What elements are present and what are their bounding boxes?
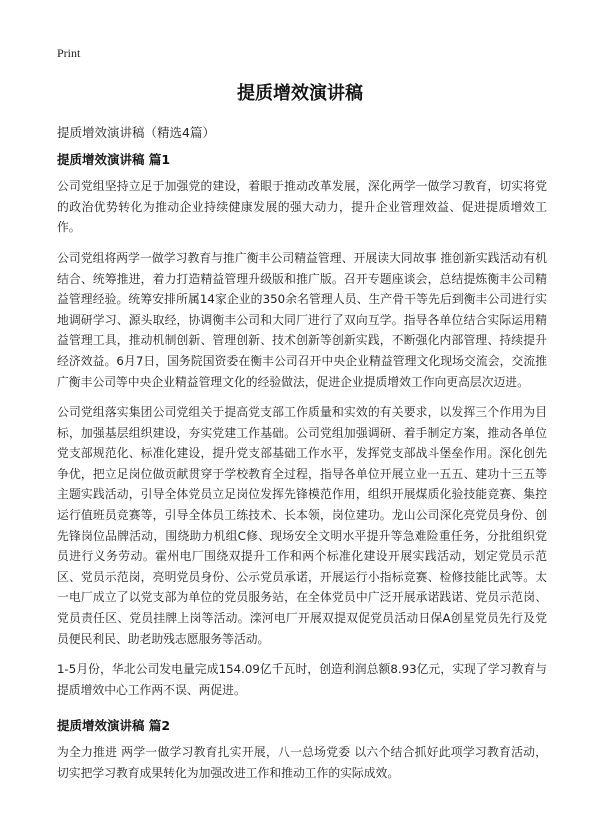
- paragraph-1-2: 公司党组将两学一做学习教育与推广衡丰公司精益管理、开展读大同故事 推创新实践活动有机结合、统筹推进，着力打造精益管理升级版和推广版。召开专题座谈会，总结提炼衡丰公司精益管理经验。统筹安排所属14家企业的350余名管理人员、生产骨干等先后到衡丰公司进行实地调研学习、源头取经，协调衡丰公司和大同厂进行了双向互学。指导各单位结合实际运用精益管理工具，推动机制创新、管理创新、技术创新等创新实践，不断强化内部管理、持续提升经济效益。6月7日，国务院国资委在衡丰公司召开中央企业精益管理文化现场交流会，交流推广衡丰公司等中央企业精益管理文化的经验做法，促进企业提质增效工作向更高层次迈进。: [57, 251, 547, 389]
- section-heading-2: 提质增效演讲稿 篇2: [57, 718, 171, 733]
- paragraph-2-1: 为全力推进 两学一做学习教育扎实开展，八一总场党委 以六个结合抓好此项学习教育活动，切实把学习教育成果转化为加强改进工作和推动工作的实际成效。: [57, 745, 547, 780]
- document-subtitle: 提质增效演讲稿（精选4篇）: [57, 125, 215, 140]
- paragraph-1-1: 公司党组坚持立足于加强党的建设，着眼于推动改革发展，深化两学一做学习教育，切实将党的政治优势转化为推动企业持续健康发展的强大动力，提升企业管理效益、促进提质增效工作。: [57, 179, 547, 235]
- paragraph-1-3: 公司党组落实集团公司党组关于提高党支部工作质量和实效的有关要求，以发挥三个作用为目标，加强基层组织建设，夯实党建工作基础。公司党组加强调研、着手制定方案，推动各单位党支部规范化、标准化建设，提升党支部基础工作水平，发挥党支部战斗堡垒作用。深化创先争优，把立足岗位做贡献贯穿于学校教育全过程，指导各单位开展立业一五五、建功十三五等主题实践活动，引导全体党员立足岗位发挥先锋模范作用，组织开展煤质化验技能竞赛、集控运行值班员竞赛等，引导全体员工练技术、长本领，岗位建功。龙山公司深化亮党员身份、创先锋岗位品牌活动，围绕助力机组C修、现场安全文明水平提升等急难险重任务，分批组织党员进行义务劳动。霍州电厂围绕双提升工作和两个标准化建设开展实践活动，划定党员示范区、党员示范岗，亮明党员身份、公示党员承诺，开展运行小指标竞赛、检修技能比武等。太一电厂成立了以党支部为单位的党员服务站，在全体党员中广泛开展承诺践诺、党员示范岗、党员责任区、党员挂牌上岗等活动。滦河电厂开展双提双促党员活动日保A创星党员先行及党员便民利民、助老助残志愿服务等活动。: [57, 405, 547, 646]
- section-heading-1: 提质增效演讲稿 篇1: [57, 152, 171, 167]
- print-link[interactable]: Print: [57, 46, 81, 60]
- document-title: 提质增效演讲稿: [237, 83, 363, 104]
- paragraph-1-4: 1-5月份，华北公司发电量完成154.09亿千瓦时，创造利润总额8.93亿元，实现了学习教育与提质增效中心工作两不误、两促进。: [57, 662, 547, 697]
